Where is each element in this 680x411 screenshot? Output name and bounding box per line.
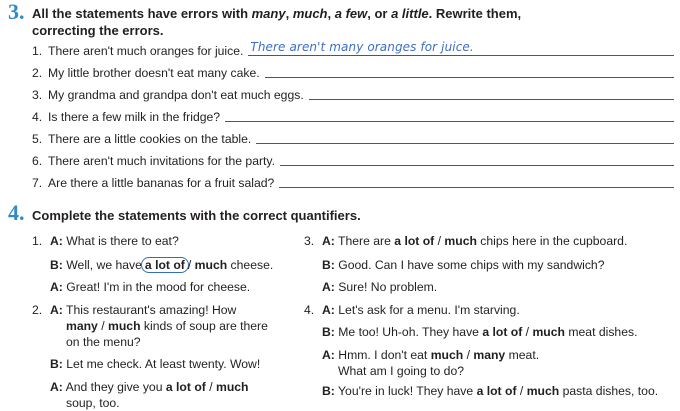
exercise-item-3: 3. My grandma and grandpa don't eat much eggs. (32, 84, 674, 102)
dialogue-line: A: What is there to eat? (50, 234, 179, 248)
option[interactable]: a lot of (394, 234, 435, 248)
item-statement: Are there a little bananas for a fruit salad? (48, 176, 275, 190)
dialogue-line: A: Sure! No problem. (322, 280, 438, 294)
option[interactable]: many (66, 319, 98, 333)
answer-line[interactable] (279, 174, 674, 188)
dialogue-line: B: Well, we have a lot of / much cheese. (50, 258, 274, 272)
exercise-item-6: 6. There aren't much invitations for the party. (32, 150, 674, 168)
option[interactable]: a lot of (482, 325, 523, 339)
answer-line[interactable] (256, 130, 674, 144)
dialogue-line: A: Hmm. I don't eat much / many meat. (322, 348, 540, 362)
dialogue-line: soup, too. (66, 396, 120, 410)
dialogue-line: What am I going to do? (338, 364, 465, 378)
exercise-item-7: 7. Are there a little bananas for a fruit salad? (32, 172, 674, 190)
dialogue-line: A: This restaurant's amazing! How (50, 303, 237, 317)
dialogue-line: A: And they give you a lot of / much (50, 380, 249, 394)
dialogue-line: on the menu? (66, 335, 141, 349)
section-4-number: 4. (8, 200, 25, 225)
dialogue-line: B: Let me check. At least twenty. Wow! (50, 357, 261, 371)
section-3-instruction: All the statements have errors with many, much, a few, or a little. Rewrite them, correcting the errors. (32, 6, 522, 38)
item-statement: There aren't much invitations for the party. (48, 154, 275, 168)
option[interactable]: much (216, 380, 249, 394)
option[interactable]: a lot of (165, 380, 206, 394)
exercise-item-2: 2. My little brother doesn't eat many cake. (32, 62, 674, 80)
answer-line[interactable] (280, 152, 674, 166)
dialogue-line: B: Good. Can I have some chips with my sandwich? (322, 258, 605, 272)
section-3-number: 3. (8, 0, 25, 24)
item-statement: Is there a few milk in the fridge? (48, 110, 221, 124)
dialogue-line: many / much kinds of soup are there (66, 319, 268, 333)
answer-line[interactable] (248, 42, 674, 56)
exercise-item-1: 1. There aren't much oranges for juice. There aren't many oranges for juice. (32, 40, 674, 58)
option[interactable]: much (194, 258, 228, 272)
option[interactable]: a lot of (476, 384, 517, 398)
item-statement: My grandma and grandpa don't eat much eggs. (48, 88, 304, 102)
dialogue-line: B: Me too! Uh-oh. They have a lot of / much meat dishes. (322, 325, 638, 339)
answer-line[interactable] (309, 86, 674, 100)
item-statement: There are a little cookies on the table. (48, 132, 252, 146)
option[interactable]: many (473, 348, 506, 362)
dialogue-line: A: There are a lot of / much chips here in the cupboard. (322, 234, 628, 248)
item-statement: There aren't much oranges for juice. (48, 44, 244, 58)
exercise-item-4: 4. Is there a few milk in the fridge? (32, 106, 674, 124)
handwritten-answer: There aren't many oranges for juice. (250, 40, 474, 54)
option[interactable]: much (526, 384, 560, 398)
dialogue-line: A: Let's ask for a menu. I'm starving. (322, 303, 520, 317)
option[interactable]: much (444, 234, 477, 248)
circled-answer[interactable]: a lot of (141, 257, 189, 273)
item-statement: My little brother doesn't eat many cake. (48, 66, 260, 80)
answer-line[interactable] (265, 64, 674, 78)
section-4-instruction: Complete the statements with the correct quantifiers. (32, 208, 361, 223)
dialogue-line: A: Great! I'm in the mood for cheese. (50, 280, 251, 294)
answer-line[interactable] (225, 108, 674, 122)
dialogue-line: B: You're in luck! They have a lot of / much pasta dishes, too. (322, 384, 659, 398)
option[interactable]: much (532, 325, 565, 339)
option[interactable]: much (108, 319, 141, 333)
option[interactable]: much (430, 348, 464, 362)
exercise-item-5: 5. There are a little cookies on the table. (32, 128, 674, 146)
left-column: 1. A: What is there to eat? B: Well, we have a lot of / much cheese. A: Great! I'm in the mood for cheese. 2. A: This restaurant's amazing! How many / much kinds of soup are there on the menu? B: Let me check. At least twenty. Wow! A: And they give you a lot of / much soup, too. (32, 234, 274, 410)
right-column: 3. A: There are a lot of / much chips here in the cupboard. B: Good. Can I have some chips with my sandwich? A: Sure! No problem. 4. A: Let's ask for a menu. I'm starving. B: Me too! Uh-oh. They have a lot of / much meat dishes. A: Hmm. I don't eat much / many meat. What am I going to do? B: You're in luck! They have a lot of / much pasta dishes, too. (304, 234, 659, 398)
